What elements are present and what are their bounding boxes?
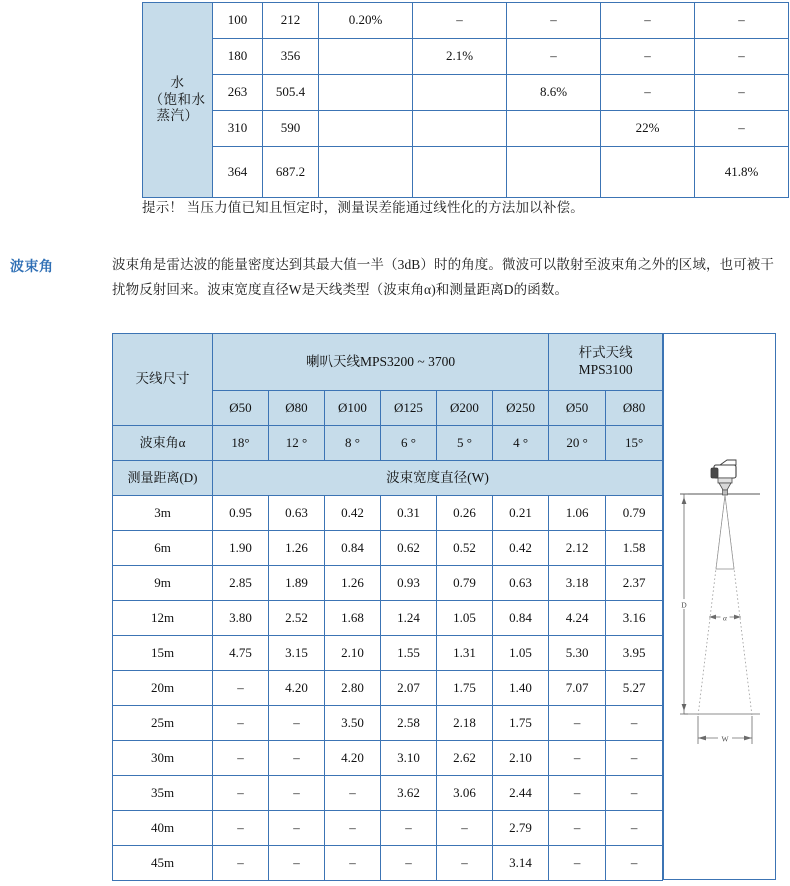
beam-angle-cell: 20 ° (549, 426, 606, 461)
beam-width-cell: 2.10 (325, 636, 381, 671)
error-cell (507, 147, 601, 198)
margin-heading-beam-angle: 波束角 (10, 258, 54, 274)
beam-width-cell: – (213, 776, 269, 811)
radar-device-icon (711, 460, 736, 495)
beam-width-cell: – (606, 811, 663, 846)
beam-width-cell: – (437, 811, 493, 846)
horn-antenna-group-header: 喇叭天线MPS3200 ~ 3700 (213, 334, 549, 391)
temperature-cell: 180 (213, 39, 263, 75)
beam-width-cell: 3.95 (606, 636, 663, 671)
radar-beam-diagram (664, 334, 775, 879)
diameter-header: Ø80 (269, 391, 325, 426)
table-subheader-row (113, 461, 663, 496)
beam-width-cell: 1.05 (493, 636, 549, 671)
distance-cell: 6m (113, 531, 213, 566)
beam-width-cell: 0.26 (437, 496, 493, 531)
beam-width-cell: 0.21 (493, 496, 549, 531)
error-cell: – (601, 3, 695, 39)
table-row (113, 741, 663, 776)
error-cell (319, 111, 413, 147)
beam-width-cell: 4.75 (213, 636, 269, 671)
beam-width-cell: – (437, 846, 493, 881)
beam-width-cell: – (213, 846, 269, 881)
beam-width-cell: 3.06 (437, 776, 493, 811)
diameter-header: Ø100 (325, 391, 381, 426)
beam-width-cell: 0.95 (213, 496, 269, 531)
beam-width-cell: 2.85 (213, 566, 269, 601)
beam-width-cell: 0.79 (437, 566, 493, 601)
medium-name-line-2: （饱和水 (149, 91, 206, 107)
beam-width-cell: – (606, 776, 663, 811)
distance-cell: 9m (113, 566, 213, 601)
error-cell: 8.6% (507, 75, 601, 111)
beam-width-cell: 2.18 (437, 706, 493, 741)
beam-width-cell: 2.44 (493, 776, 549, 811)
beam-width-cell: 0.31 (381, 496, 437, 531)
pressure-cell: 356 (263, 39, 319, 75)
beam-angle-table (112, 333, 663, 881)
beam-width-cell: 0.84 (493, 601, 549, 636)
beam-width-cell: 0.84 (325, 531, 381, 566)
beam-width-cell: – (325, 776, 381, 811)
beam-angle-cell: 5 ° (437, 426, 493, 461)
beam-width-cell: 0.42 (325, 496, 381, 531)
beam-angle-cell: 4 ° (493, 426, 549, 461)
beam-width-cell: 3.14 (493, 846, 549, 881)
distance-cell: 15m (113, 636, 213, 671)
beam-width-cell: 1.06 (549, 496, 606, 531)
beam-width-cell: 2.80 (325, 671, 381, 706)
beam-width-cell: 1.40 (493, 671, 549, 706)
beam-width-cell: – (549, 846, 606, 881)
diameter-header: Ø200 (437, 391, 493, 426)
beam-width-cell: 1.26 (269, 531, 325, 566)
pressure-cell: 590 (263, 111, 319, 147)
table-row (143, 111, 789, 147)
beam-width-cell: 4.20 (269, 671, 325, 706)
beam-width-cell: – (606, 741, 663, 776)
distance-cell: 25m (113, 706, 213, 741)
pressure-error-table (142, 2, 789, 198)
distance-cell: 3m (113, 496, 213, 531)
error-cell: – (601, 39, 695, 75)
temperature-cell: 263 (213, 75, 263, 111)
beam-width-cell: – (325, 811, 381, 846)
beam-width-cell: 4.20 (325, 741, 381, 776)
beam-width-cell: 5.30 (549, 636, 606, 671)
distance-cell: 30m (113, 741, 213, 776)
beam-width-cell: 1.05 (437, 601, 493, 636)
beam-angle-label: 波束角α (113, 426, 213, 461)
beam-width-cell: 1.90 (213, 531, 269, 566)
error-cell (507, 111, 601, 147)
rod-antenna-group-header-line-1: 杆式天线 (578, 345, 633, 361)
beam-angle-cell: 6 ° (381, 426, 437, 461)
diagram-angle-label: α (723, 613, 727, 623)
beam-width-cell: – (269, 776, 325, 811)
distance-cell: 20m (113, 671, 213, 706)
diagram-distance-label: D (681, 600, 687, 610)
beam-width-cell: 1.75 (437, 671, 493, 706)
beam-width-cell: 2.10 (493, 741, 549, 776)
beam-width-cell: 5.27 (606, 671, 663, 706)
beam-width-cell: 0.52 (437, 531, 493, 566)
beam-width-cell: 2.52 (269, 601, 325, 636)
beam-width-cell: 3.16 (606, 601, 663, 636)
beam-width-cell: – (549, 741, 606, 776)
table-row (113, 496, 663, 531)
error-cell (413, 111, 507, 147)
beam-angle-cell: 18° (213, 426, 269, 461)
temperature-cell: 310 (213, 111, 263, 147)
table-row (113, 601, 663, 636)
rod-antenna-group-header-line-2: MPS3100 (578, 362, 633, 377)
error-cell: – (507, 39, 601, 75)
beam-width-cell: – (213, 671, 269, 706)
beam-angle-row (113, 426, 663, 461)
beam-width-cell: – (213, 811, 269, 846)
error-cell (319, 39, 413, 75)
pressure-cell: 505.4 (263, 75, 319, 111)
beam-width-cell: – (213, 741, 269, 776)
table-header-row (113, 334, 663, 391)
table-row (113, 566, 663, 601)
beam-width-cell: – (606, 706, 663, 741)
error-cell: – (507, 3, 601, 39)
measuring-distance-label: 测量距离(D) (113, 461, 213, 496)
error-cell (413, 147, 507, 198)
table-row (143, 39, 789, 75)
beam-width-cell: 0.63 (493, 566, 549, 601)
beam-width-cell: 2.62 (437, 741, 493, 776)
rod-antenna-group-header (549, 334, 663, 391)
beam-width-cell: – (269, 706, 325, 741)
beam-width-cell: 7.07 (549, 671, 606, 706)
beam-angle-cell: 15° (606, 426, 663, 461)
medium-name-cell (143, 3, 213, 198)
table-row (143, 147, 789, 198)
table-row (113, 846, 663, 881)
diagram-width-label: W (721, 734, 729, 744)
diameter-header: Ø250 (493, 391, 549, 426)
beam-width-cell: 1.55 (381, 636, 437, 671)
temperature-cell: 100 (213, 3, 263, 39)
beam-width-cell: 2.12 (549, 531, 606, 566)
beam-width-cell: 1.68 (325, 601, 381, 636)
error-cell: 0.20% (319, 3, 413, 39)
beam-angle-diagram-panel (663, 333, 776, 880)
antenna-size-header: 天线尺寸 (113, 334, 213, 426)
distance-cell: 40m (113, 811, 213, 846)
distance-cell: 12m (113, 601, 213, 636)
error-cell: – (695, 3, 789, 39)
beam-width-cell: 3.62 (381, 776, 437, 811)
beam-width-cell: 1.26 (325, 566, 381, 601)
table-row (113, 706, 663, 741)
beam-width-cell: 0.93 (381, 566, 437, 601)
medium-name-line-1: 水 (170, 74, 185, 90)
diameter-header: Ø50 (213, 391, 269, 426)
beam-width-cell: – (549, 706, 606, 741)
beam-width-cell: – (549, 811, 606, 846)
beam-width-cell: 1.75 (493, 706, 549, 741)
error-cell (413, 75, 507, 111)
distance-cell: 45m (113, 846, 213, 881)
beam-width-cell: 2.58 (381, 706, 437, 741)
medium-name-line-3: 蒸汽） (156, 108, 199, 124)
table-row (143, 75, 789, 111)
table-row (113, 776, 663, 811)
error-cell (601, 147, 695, 198)
beam-width-cell: 2.07 (381, 671, 437, 706)
diameter-header: Ø50 (549, 391, 606, 426)
error-cell: 2.1% (413, 39, 507, 75)
beam-width-cell: 3.18 (549, 566, 606, 601)
beam-width-cell: – (213, 706, 269, 741)
tip-note: 提示！ 当压力值已知且恒定时，测量误差能通过线性化的方法加以补偿。 (142, 200, 584, 215)
beam-width-cell: 1.24 (381, 601, 437, 636)
error-cell: – (695, 75, 789, 111)
beam-width-cell: 0.62 (381, 531, 437, 566)
beam-angle-paragraph: 波束角是雷达波的能量密度达到其最大值一半（3dB）时的角度。微波可以散射至波束角之外的区域，也可被干扰物反射回来。波束宽度直径W是天线类型（波束角α)和测量距离D的函数。 (112, 257, 775, 297)
beam-width-cell: 1.31 (437, 636, 493, 671)
beam-angle-body (113, 334, 663, 881)
diameter-header: Ø125 (381, 391, 437, 426)
beam-width-cell: 2.79 (493, 811, 549, 846)
error-cell: – (695, 111, 789, 147)
beam-width-cell: 3.50 (325, 706, 381, 741)
beam-width-cell: – (381, 846, 437, 881)
error-cell (319, 75, 413, 111)
error-cell: – (601, 75, 695, 111)
table-row (113, 636, 663, 671)
error-cell: 22% (601, 111, 695, 147)
beam-width-label: 波束宽度直径(W) (213, 461, 663, 496)
beam-width-cell: 3.10 (381, 741, 437, 776)
beam-width-cell: 3.80 (213, 601, 269, 636)
diameter-header: Ø80 (606, 391, 663, 426)
pressure-cell: 212 (263, 3, 319, 39)
beam-angle-cell: 12 ° (269, 426, 325, 461)
beam-width-cell: 2.37 (606, 566, 663, 601)
beam-width-cell: – (549, 776, 606, 811)
beam-width-cell: 1.89 (269, 566, 325, 601)
distance-cell: 35m (113, 776, 213, 811)
error-cell: – (695, 39, 789, 75)
beam-width-cell: 1.58 (606, 531, 663, 566)
error-cell: – (413, 3, 507, 39)
beam-width-cell: 0.42 (493, 531, 549, 566)
table-row (143, 3, 789, 39)
table-row (113, 671, 663, 706)
beam-width-cell: 3.15 (269, 636, 325, 671)
beam-width-cell: – (269, 811, 325, 846)
temperature-cell: 364 (213, 147, 263, 198)
error-cell: 41.8% (695, 147, 789, 198)
beam-width-cell: – (269, 846, 325, 881)
beam-width-cell: – (325, 846, 381, 881)
beam-angle-cell: 8 ° (325, 426, 381, 461)
beam-width-cell: 4.24 (549, 601, 606, 636)
table-row (113, 811, 663, 846)
pressure-error-body (143, 3, 789, 198)
table-row (113, 531, 663, 566)
beam-width-cell: – (606, 846, 663, 881)
beam-width-cell: 0.63 (269, 496, 325, 531)
beam-width-cell: 0.79 (606, 496, 663, 531)
beam-width-cell: – (269, 741, 325, 776)
error-cell (319, 147, 413, 198)
pressure-cell: 687.2 (263, 147, 319, 198)
beam-width-cell: – (381, 811, 437, 846)
